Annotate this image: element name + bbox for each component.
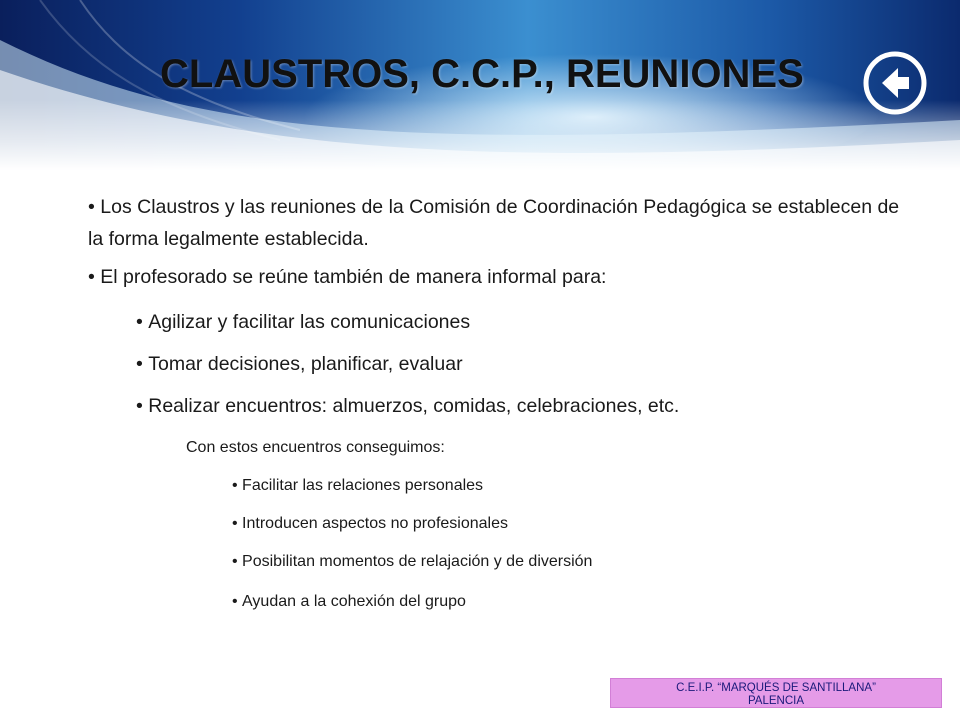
sub-bullet-item: • Agilizar y facilitar las comunicaciones bbox=[136, 311, 470, 334]
sub-bullet-item: • Realizar encuentros: almuerzos, comidas, celebraciones, etc. bbox=[136, 395, 679, 418]
nested-bullet-item: • Ayudan a la cohexión del grupo bbox=[232, 593, 466, 611]
footer-school-name: C.E.I.P. “MARQUÉS DE SANTILLANA” bbox=[676, 682, 876, 694]
footer-city: PALENCIA bbox=[747, 694, 805, 707]
bullet-item: • El profesorado se reúne también de manera informal para: bbox=[88, 266, 606, 289]
back-arrow-icon bbox=[862, 50, 928, 116]
slide-title: CLAUSTROS, C.C.P., REUNIONES bbox=[160, 52, 804, 96]
bullet-item: • Los Claustros y las reuniones de la Comisión de Coordinación Pedagógica se establecen de la forma legalmente establecida. bbox=[88, 191, 918, 255]
intro-text: Con estos encuentros conseguimos: bbox=[186, 439, 445, 456]
nested-bullet-item: • Posibilitan momentos de relajación y de diversión bbox=[232, 553, 592, 571]
sub-bullet-item: • Tomar decisiones, planificar, evaluar bbox=[136, 353, 463, 376]
back-button[interactable] bbox=[862, 50, 928, 116]
nested-bullet-item: • Introducen aspectos no profesionales bbox=[232, 515, 508, 533]
footer-banner bbox=[610, 678, 942, 708]
nested-bullet-item: • Facilitar las relaciones personales bbox=[232, 477, 483, 495]
